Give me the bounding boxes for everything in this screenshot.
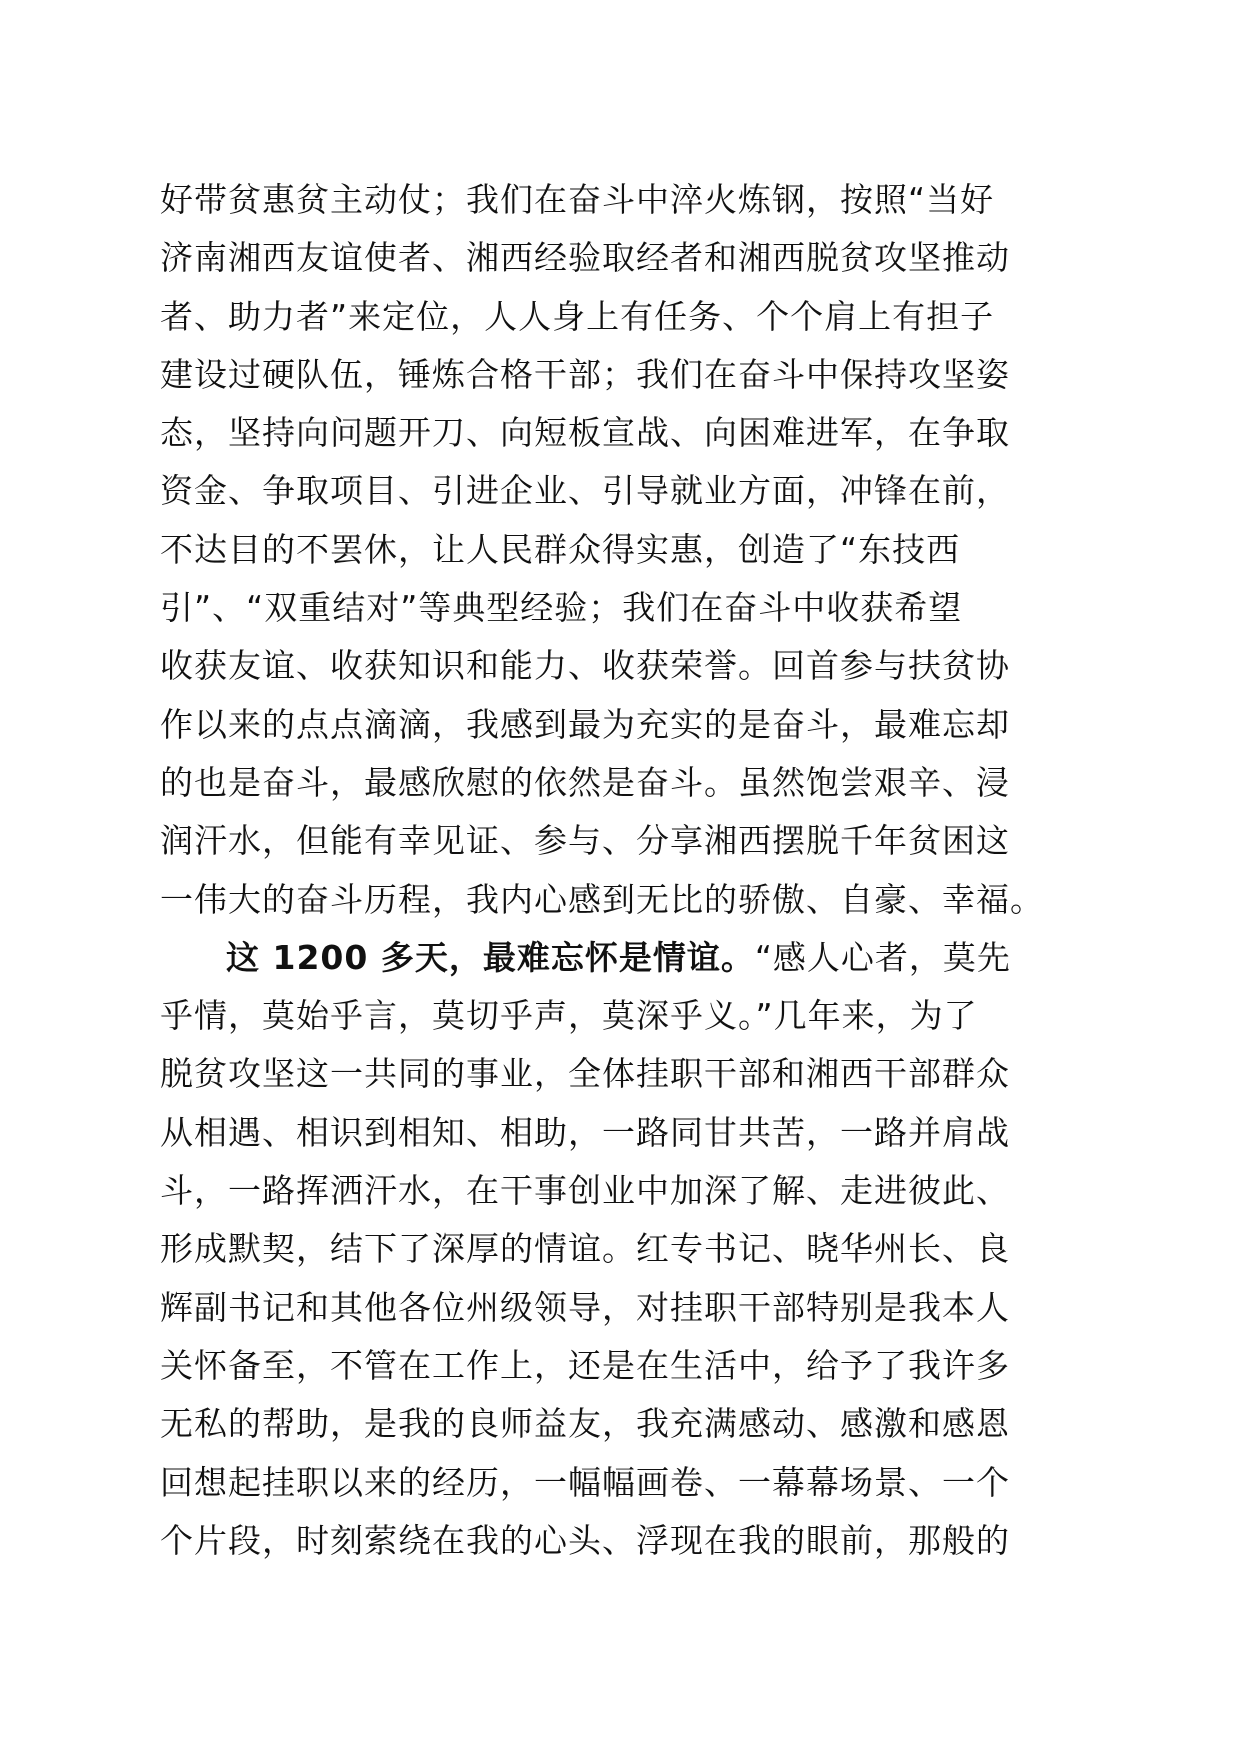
text-line: 润汗水，但能有幸见证、参与、分享湘西摆脱千年贫困这 bbox=[160, 821, 1010, 861]
text-line: 收获友谊、收获知识和能力、收获荣誉。回首参与扶贫协 bbox=[160, 646, 1010, 686]
text-line: 个片段，时刻萦绕在我的心头、浮现在我的眼前，那般的 bbox=[160, 1520, 1010, 1560]
paragraph-heading-line bbox=[160, 929, 1100, 987]
text-line: 脱贫攻坚这一共同的事业，全体挂职干部和湘西干部群众 bbox=[160, 1054, 1010, 1094]
text-line: 济南湘西友谊使者、湘西经验取经者和湘西脱贫攻坚推动 bbox=[160, 238, 1010, 278]
text-line: 从相遇、相识到相知、相助，一路同甘共苦，一路并肩战 bbox=[160, 1112, 1010, 1152]
document-body bbox=[160, 171, 1100, 1570]
paragraph-heading-continuation: “感人心者，莫先 bbox=[754, 937, 1011, 977]
text-line: 资金、争取项目、引进企业、引导就业方面，冲锋在前， bbox=[160, 471, 1010, 511]
text-line: 的也是奋斗，最感欣慰的依然是奋斗。虽然饱尝艰辛、浸 bbox=[160, 762, 1010, 802]
text-line: 一伟大的奋斗历程，我内心感到无比的骄傲、自豪、幸福。 bbox=[160, 879, 1044, 919]
text-line: 好带贫惠贫主动仗；我们在奋斗中淬火炼钢，按照“当好 bbox=[160, 180, 995, 219]
paragraph-heading: 这 1200 多天，最难忘怀是情谊。 bbox=[226, 937, 755, 977]
text-line: 不达目的不罢休，让人民群众得实惠，创造了“东技西 bbox=[160, 529, 961, 569]
text-line: 乎情，莫始乎言，莫切乎声，莫深乎义。”几年来，为了 bbox=[160, 996, 978, 1036]
text-line: 回想起挂职以来的经历，一幅幅画卷、一幕幕场景、一个 bbox=[160, 1462, 1010, 1502]
text-line: 关怀备至，不管在工作上，还是在生活中，给予了我许多 bbox=[160, 1345, 1010, 1385]
text-line: 态，坚持向问题开刀、向短板宣战、向困难进军，在争取 bbox=[160, 413, 1010, 453]
text-line: 形成默契，结下了深厚的情谊。红专书记、晓华州长、良 bbox=[160, 1229, 1010, 1269]
text-line: 斗，一路挥洒汗水，在干事创业中加深了解、走进彼此、 bbox=[160, 1171, 1010, 1211]
text-line: 者、助力者”来定位，人人身上有任务、个个肩上有担子 bbox=[160, 296, 995, 336]
text-line: 无私的帮助，是我的良师益友，我充满感动、感激和感恩 bbox=[160, 1404, 1010, 1444]
text-line: 辉副书记和其他各位州级领导，对挂职干部特别是我本人 bbox=[160, 1287, 1010, 1327]
text-line: 引”、“双重结对”等典型经验；我们在奋斗中收获希望 bbox=[160, 588, 963, 628]
text-line: 作以来的点点滴滴，我感到最为充实的是奋斗，最难忘却 bbox=[160, 704, 1010, 744]
text-line: 建设过硬队伍，锤炼合格干部；我们在奋斗中保持攻坚姿 bbox=[160, 354, 1010, 394]
